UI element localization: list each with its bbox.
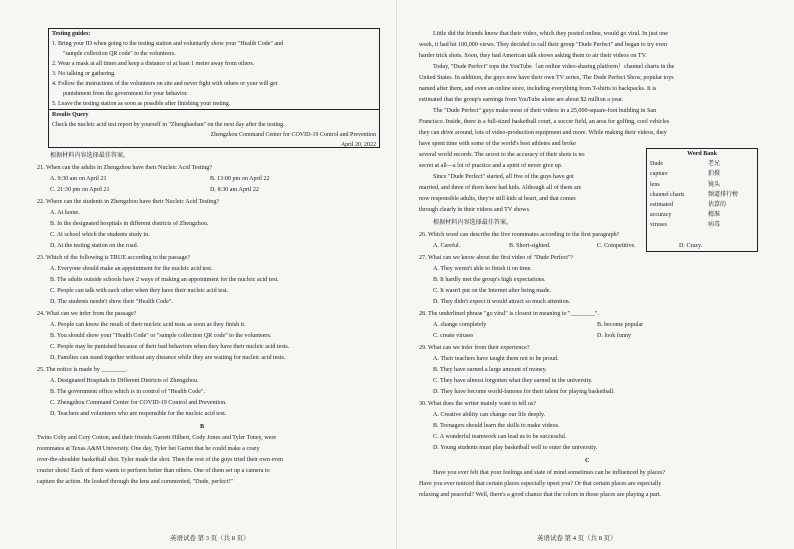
word-bank-row [647,220,757,230]
guide-item: "sample collection QR code" to the volunteers. [63,51,176,57]
question-stem: 22. Where can the students in Zhengzhou have their Nucleic Acid Testing? [37,199,220,205]
word-bank-zh: 老兄 [708,161,721,168]
word-bank-row [647,190,757,200]
option[interactable]: C. At school which the students study in. [50,232,150,238]
word-bank-zh: 镜头 [708,181,721,188]
section-heading-b: B [200,424,205,430]
word-bank [646,148,758,252]
passage-line: Have you ever noticed that certain places especially upset you? Or that certain places are especially [419,481,662,487]
word-bank-row [647,180,757,190]
instruction-text: 根据材料内容选择最佳答案。 [50,153,130,159]
option[interactable]: C. People may be punished because of their bad behaviors when they have their nucleic acid tests. [50,344,290,350]
option[interactable]: B. The government office which is in control of "Health Code". [50,389,206,395]
question-stem: 29. What can we infer from their experience? [419,345,530,351]
passage-line: roommates at Texas A&M University. One day, Tyler bet Garret that he could make a crazy [37,446,260,452]
option[interactable]: A. At home. [50,210,80,216]
passage-line: Today, "Dude Perfect" tops the YouTube（an online video-sharing platform）channel charts in the [433,64,675,70]
guide-item: 3. No talking or gathering. [52,71,116,77]
word-bank-en: lens [650,181,660,188]
passage-line: crazier shots! Each of them wants to perform better than others. One of them set up a camera to [37,468,270,474]
option[interactable]: C. A wonderful teamwork can lead us to be successful. [433,434,567,440]
word-bank-zh: 精准 [708,212,721,219]
word-bank-en: channel charts [650,191,685,198]
option[interactable]: D. 8:30 am April 22 [210,187,259,193]
option[interactable]: A. Careful. [433,243,461,249]
passage-line: secret at all—a lot of practice and a spirit of never give up. [419,163,563,169]
question-stem: 26. Which word can describe the five roommates according to the first paragraph? [419,232,620,238]
option[interactable]: B. It hardly met the group's high expectations. [433,277,546,283]
option[interactable]: B. become popular [597,322,644,328]
passage-line: married, and three of them have had kids. Although all of them are [419,185,582,191]
testing-guides-header: Testing guides: [52,31,91,37]
passage-line: they can drive around, lots of video-production equipment and more. While making their videos, they [419,130,667,136]
option[interactable]: A. Creative ability can change our life deeply. [433,412,546,418]
option[interactable]: D. Crazy. [679,243,703,249]
question-stem: 28. The underlined phrase "go viral" is closest in meaning to "________". [419,311,599,317]
question-stem: 21. When can the adults in Zhengzhou have their Nucleic Acid Testing? [37,165,212,171]
word-bank-zh: 估算的 [708,202,727,209]
word-bank-row [647,200,757,210]
option[interactable]: B. 13:00 pm on April 22 [210,176,270,182]
option[interactable]: A. Designated Hospitals in Different Districts of Zhengzhou. [50,378,199,384]
option[interactable]: C. 21:30 pm on April 21 [50,187,110,193]
passage-line: capture the action. He looked through the lens and commented, "Dude, perfect!" [37,479,233,485]
word-bank-en: viruses [650,222,667,229]
passage-line: Little did the friends know that their video, which they posted online, would go viral. In just one [433,31,668,37]
word-bank-row [647,169,757,179]
results-query-text: Check the nucleic acid test report by yourself in "Zhenghaoban" on the next day after the testing. [52,122,285,128]
question-stem: 24. What can we infer from the passage? [37,311,137,317]
option[interactable]: D. The students needn't show their "Health Code". [50,299,173,305]
word-bank-en: estimated [650,202,673,209]
option[interactable]: A. Their teachers have taught them not to be proud. [433,356,559,362]
question-stem: 23. Which of the following is TRUE according to the passage? [37,255,190,261]
option[interactable]: C. create viruses [433,333,474,339]
option[interactable]: A. People can know the result of their nucleic acid tests as soon as they finish it. [50,322,246,328]
option[interactable]: A. change completely [433,322,487,328]
page-footer: 英语试卷 第 4 页（共 8 页） [537,535,617,542]
passage-line: now responsible adults, they're still kids at heart, and that comes [419,196,576,202]
option[interactable]: A. They weren't able to finish it on time. [433,266,532,272]
option[interactable]: B. They have earned a large amount of money. [433,367,547,373]
guide-item: 4. Follow the instructions of the volunteers on site and never fight with others or your will get [52,81,278,87]
option[interactable]: A. Everyone should make an appointment for the nucleic acid test. [50,266,213,272]
option[interactable]: C. Competitive. [597,243,636,249]
passage-line: harder trick shots. Soon, they had American talk shows asking them to air their videos on TV. [419,53,647,59]
notice-date: April 20, 2022 [340,142,376,148]
option[interactable]: D. Families can stand together without any distance while they are waiting for nucleic acid tests. [50,355,286,361]
word-bank-en: Dude [650,161,663,168]
option[interactable]: C. Zhengzhou Command Center for COVID-19 Control and Prevention. [50,400,227,406]
word-bank-en: accuracy [650,212,672,219]
page-footer: 英语试卷 第 3 页（共 8 页） [170,535,250,542]
passage-line: have spent time with some of the world's best athletes and broke [419,141,576,147]
passage-line: named after them, and even an online store, including everything from T-shirts to backpacks. It is [419,86,657,92]
guide-item: 1. Bring your ID when going to the testing station and voluntarily show your "Health Code" and [52,41,284,47]
option[interactable]: A. 9:30 am on April 21 [50,176,107,182]
passage-line: Twins Coby and Cory Cotton, and their friends Garrett Hilbert, Cody Jones and Tyler Toney, were [37,435,277,441]
passage-line: estimated that the group's earnings from YouTube alone are about $2 million a year. [419,97,624,103]
option[interactable]: C. They have almost forgotten what they earned in the university. [433,378,593,384]
option[interactable]: C. It wasn't put on the Internet after being made. [433,288,552,294]
results-query-header: Results Query [52,112,89,118]
instruction-text: 根据材料内容选择最佳答案。 [433,220,513,226]
testing-guides-box [48,28,380,148]
passage-line: United States. In addition, the guys now have their own TV series, The Dude Perfect Show, popular toys [419,75,674,81]
word-bank-row [647,159,757,169]
option[interactable]: B. You should show your "Health Code" or "sample collection QR code" to the volunteers. [50,333,272,339]
option[interactable]: D. Teachers and volunteers who are responsible for the nucleic acid test. [50,411,227,417]
word-bank-zh: 频道排行榜 [708,191,739,198]
question-stem: 30. What does the writer mainly want to tell us? [419,401,536,407]
option[interactable]: B. The adults outside schools have 2 ways of making an appointment for the nucleic acid test. [50,277,279,283]
word-bank-zh: 拍摄 [708,171,721,178]
option[interactable]: D. look funny [597,333,632,339]
right-page [397,0,794,549]
word-bank-en: capture [650,171,668,178]
question-stem: 25. The notice is made by ________. [37,367,128,373]
passage-line: Have you ever felt that your feelings and state of mind sometimes can be influenced by places? [433,470,666,476]
question-stem: 27. What can we know about the first video of "Dude Perfect"? [419,255,574,261]
passage-line: over-the-shoulder basketball shot. Tyler made the shot. Then the rest of the guys tried their own even [37,457,283,463]
option[interactable]: D. Young students must play basketball well to enter the university. [433,445,598,451]
passage-line: The "Dude Perfect" guys make most of their videos in a 25,000-square-foot building in San [433,108,657,114]
word-bank-title: Word Bank [687,151,717,157]
option[interactable]: C. People can talk with each other when they have their nucleic acid test. [50,288,229,294]
option[interactable]: D. They have become world-famous for their talent for playing basketball. [433,389,615,395]
guide-item: 2. Wear a mask at all times and keep a distance of at least 1 meter away from others. [52,61,255,67]
option[interactable]: B. Short-sighted. [509,243,551,249]
notice-signature: Zhengzhou Command Center for COVID-19 Control and Prevention [210,132,376,138]
guide-item: 5. Leave the testing station as soon as possible after finishing your testing. [52,101,231,107]
option[interactable]: D. At the testing station on the road. [50,243,139,249]
section-heading-c: C [585,458,590,464]
passage-line: Francisco. Inside, there is a full-sized basketball court, a soccer field, an area for golfing, cool vehicles [419,119,670,125]
option[interactable]: B. In the designated hospitals in different districts of Zhengzhou. [50,221,209,227]
word-bank-row [647,210,757,220]
passage-line: several world records. The secret to the accuracy of their shots is no [419,152,585,158]
passage-line: Since "Dude Perfect" started, all five of the guys have got [433,174,574,180]
passage-line: relaxing and peaceful? Well, there's a good chance that the colors in those places are playing a part. [419,492,661,498]
word-bank-zh: 病毒 [708,222,721,229]
passage-line: through clearly in their videos and TV shows. [419,207,531,213]
passage-line: week, it had hit 100,000 views. They decided to call their group "Dude Perfect" and began to try even [419,42,668,48]
option[interactable]: B. Teenagers should learn the skills to make videos. [433,423,560,429]
guide-item: punishment from the government for your behavior. [63,91,188,97]
option[interactable]: D. They didn't expect it would attract so much attention. [433,299,571,305]
